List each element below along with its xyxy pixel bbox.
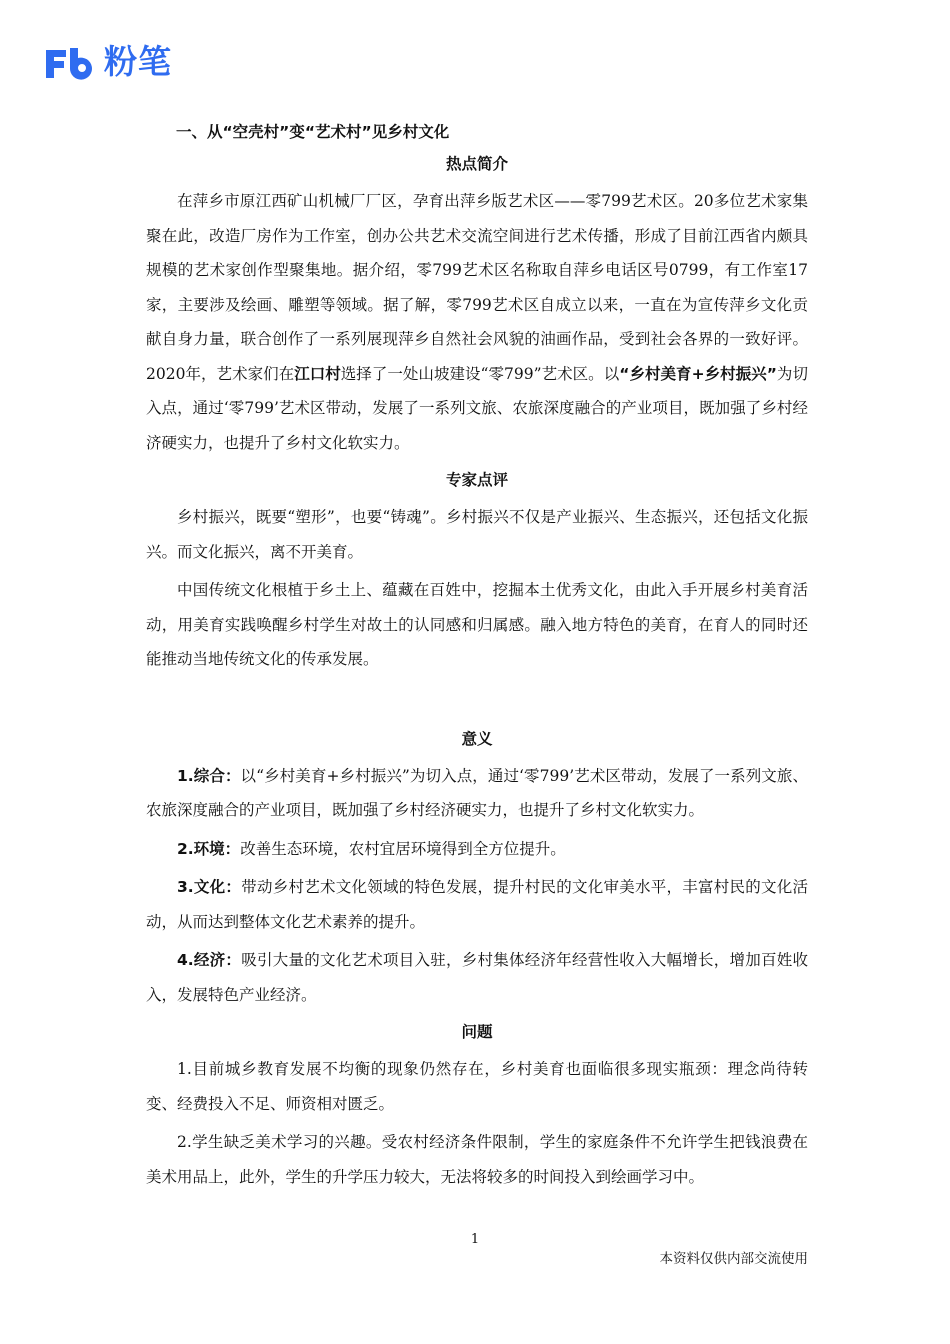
intro-text-2: 选择了一处山坡建设“零799”艺术区。以: [340, 364, 620, 383]
brand-logo: [42, 42, 172, 82]
meaning-text: 改善生态环境，农村宜居环境得到全方位提升。: [240, 839, 566, 858]
meaning-label: 2.环境：: [177, 839, 241, 858]
expert-paragraph-2: 中国传统文化根植于乡土上、蕴藏在百姓中，挖掘本土优秀文化，由此入手开展乡村美育活动，用美育实践唤醒乡村学生对故土的认同感和归属感。融入地方特色的美育，在育人的同时还能推动当地传统文化的传承发展。: [146, 581, 808, 668]
meaning-item: [146, 870, 808, 939]
footer-note: 本资料仅供内部交流使用: [659, 1251, 808, 1267]
meaning-text: 以“乡村美育+乡村振兴”为切入点，通过‘零799’艺术区带动，发展了一系列文旅、农旅深度融合的产业项目，既加强了乡村经济硬实力，也提升了乡村文化软实力。: [146, 766, 808, 819]
meaning-heading: 意义: [461, 729, 493, 748]
meaning-label: 1.综合：: [177, 766, 241, 785]
meaning-item: [146, 832, 808, 867]
brand-name: 粉笔: [104, 42, 172, 81]
meaning-label: 3.文化：: [177, 878, 242, 896]
meaning-text: 吸引大量的文化艺术项目入驻，乡村集体经济年经营性收入大幅增长，增加百姓收入，发展特色产业经济。: [146, 951, 808, 1004]
document-title: 一、从“空壳村”变“艺术村”见乡村文化: [176, 123, 450, 141]
meaning-text: 带动乡村艺术文化领域的特色发展，提升村民的文化审美水平，丰富村民的文化活动，从而达到整体文化艺术素养的提升。: [146, 878, 808, 931]
expert-paragraph-1: 乡村振兴，既要“塑形”，也要“铸魂”。乡村振兴不仅是产业振兴、生态振兴，还包括文化振兴。而文化振兴，离不开美育。: [146, 508, 808, 561]
intro-text-3: 为切入点，通过‘零799’艺术区带动，发展了一系列文旅、农旅深度融合的产业项目，既加强了乡村经济硬实力，也提升了乡村文化软实力。: [146, 364, 808, 452]
problem-item: 2.学生缺乏美术学习的兴趣。受农村经济条件限制，学生的家庭条件不允许学生把钱浪费在美术用品上，此外，学生的升学压力较大，无法将较多的时间投入到绘画学习中。: [146, 1133, 808, 1186]
page-number: 1: [470, 1232, 480, 1247]
fb-logo-icon: [42, 44, 98, 80]
intro-heading: 热点简介: [445, 155, 508, 173]
expert-heading: 专家点评: [445, 471, 508, 489]
meaning-label: 4.经济：: [177, 951, 242, 969]
intro-bold-slogan: “乡村美育+乡村振兴”: [619, 364, 777, 383]
problem-item: 1.目前城乡教育发展不均衡的现象仍然存在，乡村美育也面临很多现实瓶颈：理念尚待转变、经费投入不足、师资相对匮乏。: [146, 1060, 808, 1113]
intro-text-1: 在萍乡市原江西矿山机械厂厂区，孕育出萍乡版艺术区——零799艺术区。20多位艺术家集聚在此，改造厂房作为工作室，创办公共艺术交流空间进行艺术传播，形成了目前江西省内颇具规模的艺术家创作型聚集地。据介绍，零799艺术区名称取自萍乡电话区号0799，有工作室17家，主要涉及绘画、雕塑等领域。据了解，零799艺术区自成立以来，一直在为宣传萍乡文化贡献自身力量，联合创作了一系列展现萍乡自然社会风貌的油画作品，受到社会各界的一致好评。2020年，艺术家们在: [146, 192, 808, 383]
intro-bold-village: 江口村: [294, 364, 341, 383]
problems-heading: 问题: [461, 1023, 493, 1041]
intro-paragraph: [146, 184, 808, 460]
meaning-item: [146, 759, 808, 828]
meaning-item: [146, 943, 808, 1012]
document-body: [146, 110, 808, 1198]
